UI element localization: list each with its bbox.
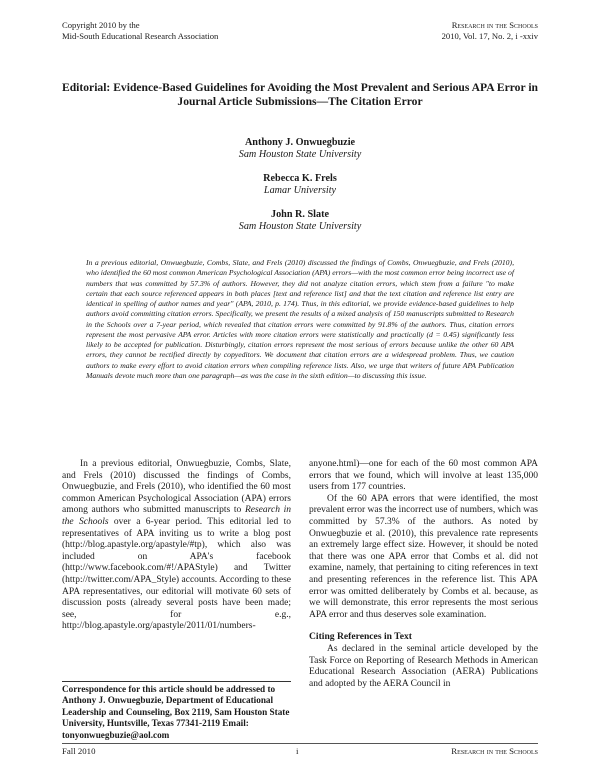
correspondence-note: Correspondence for this article should be addressed to Anthony J. Onwuegbuzie, Department of Educational Leadership and Counseling, Box 2119, Sam Houston State University, Huntsville, Texas 77341-2119 Email: tonyonwuegbuzie@aol.com <box>62 681 291 741</box>
author-block-2 <box>0 172 600 198</box>
author-name: John R. Slate <box>270 209 330 220</box>
publisher-line: Mid-South Educational Research Association <box>62 30 219 41</box>
author-block-1 <box>0 136 600 162</box>
copyright-line: Copyright 2010 by the <box>62 20 140 30</box>
article-title: Editorial: Evidence-Based Guidelines for Avoiding the Most Prevalent and Serious APA Error in Journal Article Submissions—The Citation Error <box>61 81 538 109</box>
section-heading: Citing References in Text <box>309 631 412 643</box>
body-paragraph <box>62 459 291 633</box>
left-column <box>62 459 291 633</box>
author-name: Anthony J. Onwuegbuzie <box>244 137 356 148</box>
author-affiliation: Sam Houston State University <box>238 149 362 160</box>
body-paragraph: anyone.html)—one for each of the 60 most common APA errors that we found, which will involve at least 135,000 users from 177 countries. <box>309 459 538 493</box>
journal-name: Research in the Schools <box>451 20 538 30</box>
paragraph-text: In a previous editorial, Onwuegbuzie, Combs, Slate, and Frels (2010) discussed the findings of Combs, Onwuegbuzie, and Frels (2010), who identified the 60 most common American Psychological Association (APA) errors among authors who submitted manuscripts to <box>62 459 291 516</box>
running-header-left <box>62 20 218 41</box>
abstract: In a previous editorial, Onwuegbuzie, Combs, Slate, and Frels (2010) discussed the findings of Combs, Onwuegbuzie, and Frels (2010), who identified the 60 most common American Psychological Association (APA) errors—with the most common error being incorrect use of numbers that was committed by 57.3% of authors. However, they did not analyze citation errors, which stem from a failure "to make certain that each source referenced appears in both places [text and reference list] and that the text citation and reference list entry are identical in spelling of author names and year" (APA, 2010, p. 174). Thus, in this editorial, we provide evidence-based guidelines to help authors avoid committing citation errors. Specifically, we present the results of a mixed analysis of 150 manuscripts submitted to Research in the Schools over a 7-year period, which revealed that citation errors were committed by 91.8% of the authors. Thus, citation errors represent the most pervasive APA error. Articles with more citation errors were statistically and practically (d = 0.45) significantly less likely to be accepted for publication. Disturbingly, citation errors represent the most serious of errors because unlike the other 60 APA errors, they cannot be rectified directly by copyeditors. We document that citation errors are a widespread problem. Thus, we caution authors to make every effort to avoid citation errors when compiling reference lists. Also, we urge that writers of future APA Publication Manuals devote much more than one paragraph—as was the case in the sixth edition—to discussing this issue. <box>86 258 514 380</box>
journal-title: Research in the Schools <box>62 505 292 527</box>
volume-info: 2010, Vol. 17, No. 2, i -xxiv <box>441 30 538 41</box>
body-paragraph: Of the 60 APA errors that were identified, the most prevalent error was the incorrect use of numbers, which was committed by 57.3% of the authors. As noted by Onwuegbuzie et al. (2010), this prevalence rate represents an extremely large effect size. However, it should be noted that there was one APA error that Combs et al. did not examine, namely, that pertaining to citing references in text and presenting references in the reference list. This APA error was omitted deliberately by Combs et al. because, as we will demonstrate, this error represents the most serious APA error and thus deserves sole examination. <box>309 493 538 620</box>
right-column <box>309 459 538 690</box>
footer-journal: Research in the Schools <box>451 746 538 756</box>
paragraph-text: over a 6-year period. This editorial led to representatives of APA inviting us to write a blog post (http://blog.apastyle.org/apastyle/#tp), which also was included on APA's facebook (http://www.facebook.com/#!/APAStyle) and Twitter (http://twitter.com/APA_Style) accounts. According to these APA representatives, our editorial will motivate 60 sets of discussion posts (already several posts have been made; see, for e.g., http://blog.apastyle.org/apastyle/2011/01/numbers- <box>62 516 291 632</box>
footer-rule <box>62 743 538 744</box>
footer-issue: Fall 2010 <box>62 746 96 756</box>
author-affiliation: Lamar University <box>263 185 337 196</box>
author-name: Rebecca K. Frels <box>263 173 337 184</box>
page-number: i <box>296 746 299 756</box>
body-paragraph: As declared in the seminal article developed by the Task Force on Reporting of Research Methods in American Educational Research Association (AERA) Publications and adopted by the AERA Council in <box>309 643 538 689</box>
author-block-3 <box>0 208 600 234</box>
author-affiliation: Sam Houston State University <box>238 221 362 232</box>
running-header-right <box>442 20 538 41</box>
